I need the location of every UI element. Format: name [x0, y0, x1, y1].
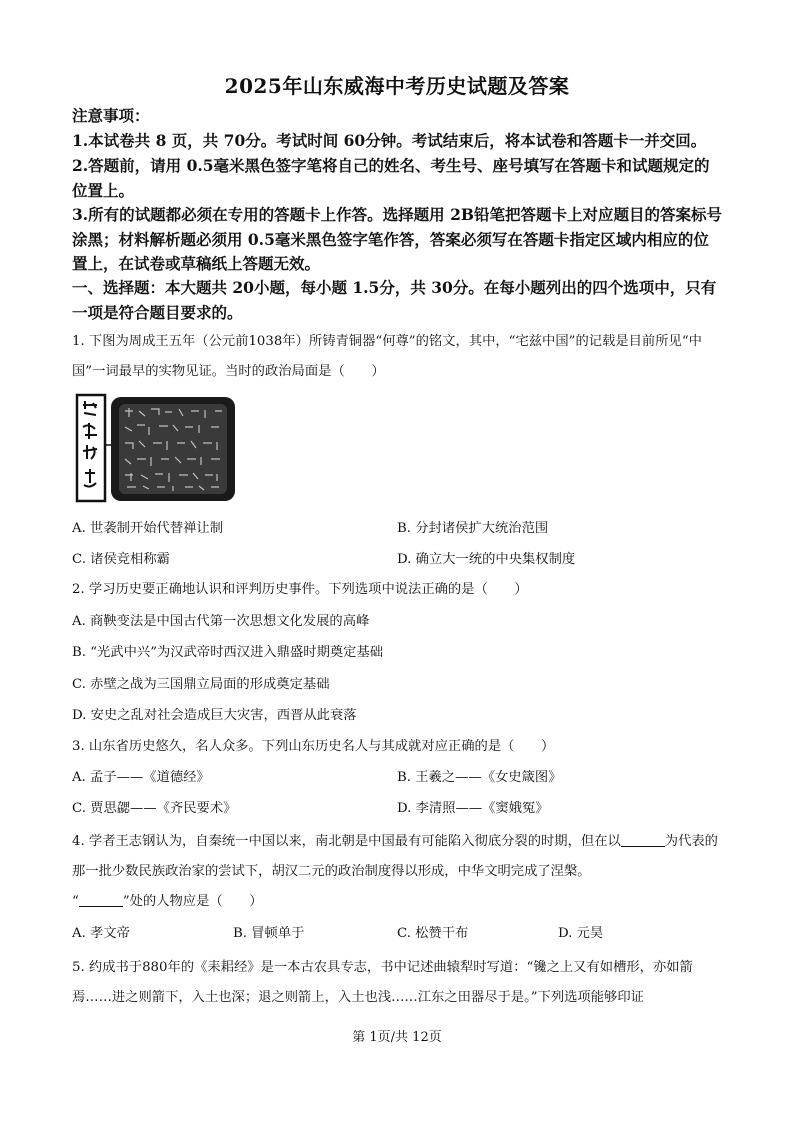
question-4-stem-part-a: 4. 学者王志钢认为，自秦统一中国以来，南北朝是中国最有可能陷入彻底分裂的时期，但在以 [72, 834, 621, 849]
question-2-option-d[interactable]: D. 安史之乱对社会造成巨大灾害，西晋从此衰落 [72, 708, 357, 723]
section-one-instructions: 一、选择题：本大题共 20小题，每小题 1.5分，共 30分。在每小题列出的四个选项中，只有一项是符合题目要求的。 [72, 278, 717, 322]
question-2-option-c[interactable]: C. 赤壁之战为三国鼎立局面的形成奠定基础 [72, 677, 330, 692]
notice-item-2: 2.答题前，请用 0.5毫米黑色签字笔将自己的姓名、考生号、座号填写在答题卡和试题规定的位置上。 [72, 156, 710, 200]
question-1-stem: 1. 下图为周成王五年（公元前1038年）所铸青铜器“何尊”的铭文，其中，“宅兹中国”的记载是目前所见“中国”一词最早的实物见证。当时的政治局面是（ ） [72, 334, 702, 379]
page-footer: 第 1页/共 12页 [352, 1030, 442, 1045]
question-1-option-a[interactable]: A. 世袭制开始代替禅让制 [72, 521, 224, 536]
question-4-blank-prompt [72, 892, 263, 912]
question-3-stem: 3. 山东省历史悠久，名人众多。下列山东历史名人与其成就对应正确的是（ ） [72, 739, 555, 754]
question-3-option-d[interactable]: D. 李清照——《窦娥冤》 [397, 801, 549, 816]
question-5-stem: 5. 约成书于880年的《耒耜经》是一本古农具专志，书中记述曲辕犁时写道：“镵之上又有如槽形，亦如箭焉……进之则箭下，入土也深；退之则箭上，入土也浅……江东之田器尽于是。”下列选项能够印证 [72, 960, 693, 1005]
question-2-option-a[interactable]: A. 商鞅变法是中国古代第一次思想文化发展的高峰 [72, 614, 370, 629]
question-1-option-b[interactable]: B. 分封诸侯扩大统治范围 [397, 521, 549, 536]
question-4-option-c[interactable]: C. 松赞干布 [397, 926, 469, 941]
question-4-stem [72, 827, 722, 887]
question-1-option-c[interactable]: C. 诸侯竞相称霸 [72, 552, 170, 567]
page-title: 2025年山东威海中考历史试题及答案 [224, 74, 570, 98]
question-3-option-a[interactable]: A. 孟子——《道德经》 [72, 770, 210, 785]
question-4-stem-part-b: 为代表的那一批少数民族政治家的尝试下，胡汉二元的政治制度得以形成，中华文明完成了涅槃。 [72, 834, 718, 879]
question-3-option-c[interactable]: C. 贾思勰——《齐民要术》 [72, 801, 237, 816]
question-3-option-b[interactable]: B. 王羲之——《女史箴图》 [397, 770, 562, 785]
question-2-stem: 2. 学习历史要正确地认识和评判历史事件。下列选项中说法正确的是（ ） [72, 582, 528, 597]
question-1-option-d[interactable]: D. 确立大一统的中央集权制度 [397, 552, 576, 567]
notice-item-3: 3.所有的试题都必须在专用的答题卡上作答。选择题用 2B铅笔把答题卡上对应题目的答案标号涂黑；材料解析题必须用 0.5毫米黑色签字笔作答，答案必须写在答题卡指定区域内相应的位置上，在试卷或草稿纸上答题无效。 [72, 205, 722, 273]
question-4-option-d[interactable]: D. 元昊 [558, 926, 604, 941]
question-4-stem-part-c: ”处的人物应是（ ） [122, 894, 263, 909]
notice-heading: 注意事项： [72, 106, 150, 125]
question-2-option-b[interactable]: B. “光武中兴”为汉武帝时西汉进入鼎盛时期奠定基础 [72, 645, 384, 660]
question-4-option-a[interactable]: A. 孝文帝 [72, 926, 130, 941]
bronze-inscription-image [75, 393, 238, 505]
question-4-option-b[interactable]: B. 冒顿单于 [233, 926, 305, 941]
answer-blank [621, 832, 665, 847]
notice-item-1: 1.本试卷共 8 页，共 70分。考试时间 60分钟。考试结束后，将本试卷和答题卡一并交回。 [72, 131, 707, 150]
answer-blank [79, 892, 123, 907]
open-quote: “ [72, 894, 79, 909]
